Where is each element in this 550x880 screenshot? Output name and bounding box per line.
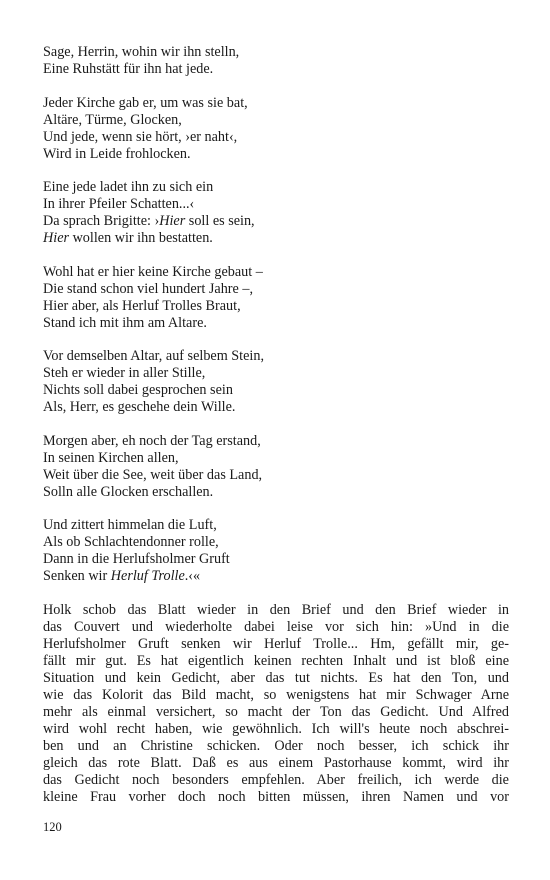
line-text: Vor demselben Altar, auf selbem Stein, xyxy=(43,348,264,364)
line-text: Eine Ruhstätt für ihn hat jede. xyxy=(43,61,214,77)
poem-line xyxy=(43,298,509,315)
line-text: Als ob Schlachtendonner rolle, xyxy=(43,534,219,550)
poem-line xyxy=(43,484,509,501)
poem-line xyxy=(43,450,509,467)
prose-line: das Gedicht noch besonders empfehlen. Aber freilich, ich werde die xyxy=(43,771,509,788)
line-text: Wird in Leide frohlocken. xyxy=(43,145,191,162)
prose-paragraph xyxy=(43,602,509,806)
prose-line: gleich das rote Blatt. Daß es aus einem Pastorhause kommt, wird ihr xyxy=(43,754,509,771)
italic-text: Hier xyxy=(43,230,70,246)
poem-line xyxy=(43,213,509,230)
line-text: Dann in die Herlufsholmer Gruft xyxy=(43,551,230,567)
poem-line xyxy=(43,61,509,78)
line-text: In ihrer Pfeiler Schatten...‹ xyxy=(43,196,195,212)
prose-line: ben und an Christine schicken. Oder noch besser, ich schick ihr xyxy=(43,737,509,754)
prose-line: Holk schob das Blatt wieder in den Brief und den Brief wieder in xyxy=(43,601,509,618)
line-text: Und zittert himmelan die Luft, xyxy=(43,517,217,533)
italic-text: Hier xyxy=(159,213,186,229)
line-text: Und jede, wenn sie hört, ›er naht‹, xyxy=(43,128,238,145)
page-number: 120 xyxy=(43,820,62,834)
poem-line xyxy=(43,146,509,163)
poem-stanza xyxy=(43,433,509,501)
prose-line: wird wohl recht haben, wie gewöhnlich. Ich will's heute noch abschrei- xyxy=(43,720,509,737)
line-text: soll es sein, xyxy=(185,213,255,229)
poem xyxy=(43,44,509,585)
poem-line xyxy=(43,517,509,534)
line-text: Weit über die See, weit über das Land, xyxy=(43,466,263,483)
poem-line xyxy=(43,95,509,112)
poem-line xyxy=(43,348,509,365)
line-text: Solln alle Glocken erschallen. xyxy=(43,483,214,500)
line-text: Steh er wieder in aller Stille, xyxy=(43,365,206,381)
line-text: In seinen Kirchen allen, xyxy=(43,449,179,466)
poem-line xyxy=(43,568,509,585)
poem-line xyxy=(43,230,509,247)
poem-stanza xyxy=(43,179,509,247)
line-text: Die stand schon viel hundert Jahre –, xyxy=(43,280,253,297)
poem-line xyxy=(43,467,509,484)
line-text: Eine jede ladet ihn zu sich ein xyxy=(43,179,214,195)
prose-line: Herlufsholmer Gruft senken wir Herluf Trolle... Hm, gefällt mir, ge- xyxy=(43,635,509,652)
poem-line xyxy=(43,179,509,196)
poem-stanza xyxy=(43,517,509,585)
line-text: .‹« xyxy=(184,568,201,584)
poem-line xyxy=(43,315,509,332)
line-text: Morgen aber, eh noch der Tag erstand, xyxy=(43,432,261,449)
line-text: Hier aber, als Herluf Trolles Braut, xyxy=(43,297,241,314)
line-text: Jeder Kirche gab er, um was sie bat, xyxy=(43,94,248,111)
poem-stanza xyxy=(43,348,509,416)
line-text: Senken wir xyxy=(43,568,111,584)
poem-stanza xyxy=(43,95,509,163)
poem-line xyxy=(43,264,509,281)
poem-line xyxy=(43,433,509,450)
poem-stanza xyxy=(43,44,509,78)
line-text: Nichts soll dabei gesprochen sein xyxy=(43,382,233,398)
prose-line: kleine Frau vorher doch noch bitten müssen, ihren Namen und vor xyxy=(43,788,509,805)
line-text: Altäre, Türme, Glocken, xyxy=(43,111,182,128)
poem-line xyxy=(43,534,509,551)
page-content xyxy=(43,44,509,806)
poem-line xyxy=(43,196,509,213)
poem-line xyxy=(43,551,509,568)
prose-line: wie das Kolorit das Bild macht, so wenigstens hat mir Schwager Arne xyxy=(43,686,509,703)
poem-line xyxy=(43,44,509,61)
prose-line: Situation und kein Gedicht, aber das tut nichts. Es hat den Ton, und xyxy=(43,669,509,686)
line-text: Stand ich mit ihm am Altare. xyxy=(43,314,207,331)
poem-line xyxy=(43,365,509,382)
poem-line xyxy=(43,129,509,146)
line-text: Als, Herr, es geschehe dein Wille. xyxy=(43,399,236,415)
line-text: Sage, Herrin, wohin wir ihn stelln, xyxy=(43,44,240,60)
line-text: Da sprach Brigitte: › xyxy=(43,213,160,229)
line-text: wollen wir ihn bestatten. xyxy=(69,230,213,246)
prose-line: das Couvert und wiederholte dabei leise vor sich hin: »Und in die xyxy=(43,618,509,635)
poem-line xyxy=(43,281,509,298)
line-text: Wohl hat er hier keine Kirche gebaut – xyxy=(43,263,263,280)
prose-line: fällt mir gut. Es hat eigentlich keinen rechten Inhalt und ist bloß eine xyxy=(43,652,509,669)
prose-line: mehr als einmal versichert, so macht der Ton das Gedicht. Und Alfred xyxy=(43,703,509,720)
poem-line xyxy=(43,382,509,399)
poem-line xyxy=(43,399,509,416)
poem-stanza xyxy=(43,264,509,332)
italic-text: Herluf Trolle xyxy=(110,568,185,584)
poem-line xyxy=(43,112,509,129)
